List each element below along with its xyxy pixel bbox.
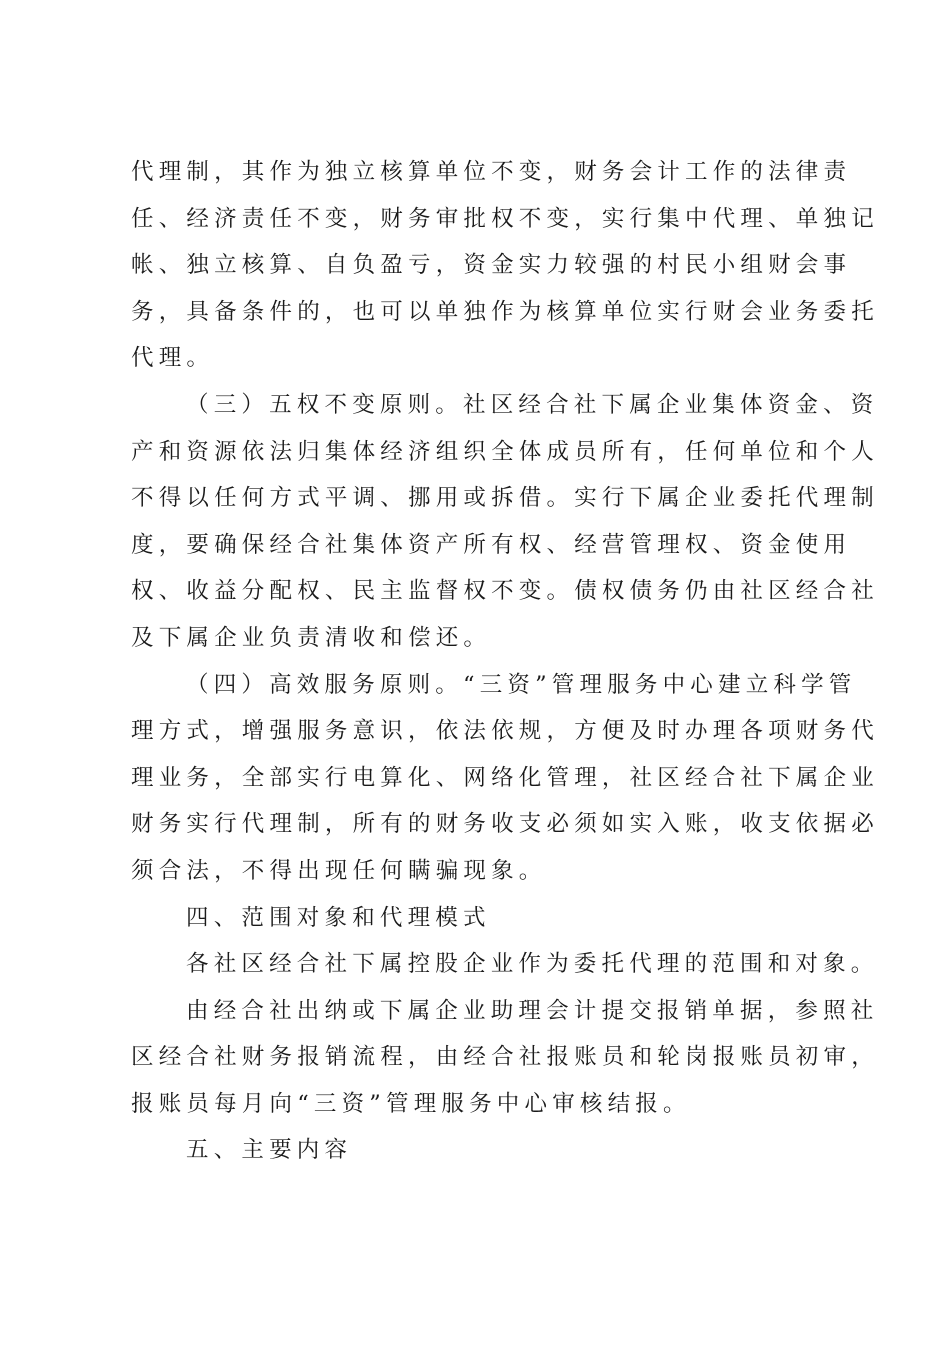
paragraph-five-rights-principle — [131, 382, 879, 662]
section-heading: 四、范围对象和代理模式 — [186, 904, 491, 931]
text-line: （四）高效服务原则。“三资”管理服务中心建立科学管 — [186, 671, 857, 698]
paragraph-scope-target — [131, 941, 879, 988]
text-line: （三）五权不变原则。社区经合社下属企业集体资金、资 — [186, 391, 879, 418]
text-line: 务，具备条件的，也可以单独作为核算单位实行财会业务委托 — [131, 298, 879, 325]
text-line: 帐、独立核算、自负盈亏，资金实力较强的村民小组财会事 — [131, 252, 852, 279]
text-line: 任、经济责任不变，财务审批权不变，实行集中代理、单独记 — [131, 205, 879, 232]
text-line: 理业务，全部实行电算化、网络化管理，社区经合社下属企业 — [131, 764, 879, 791]
text-line: 代理制，其作为独立核算单位不变，财务会计工作的法律责 — [131, 159, 852, 185]
text-line: 不得以任何方式平调、挪用或拆借。实行下属企业委托代理制 — [131, 485, 879, 512]
paragraph-agency-system — [131, 149, 879, 382]
text-line: 度，要确保经合社集体资产所有权、经营管理权、资金使用 — [131, 531, 852, 558]
text-line: 理方式，增强服务意识，依法依规，方便及时办理各项财务代 — [131, 718, 879, 745]
text-line: 代理。 — [131, 345, 215, 372]
text-line: 及下属企业负责清收和偿还。 — [131, 624, 492, 651]
section-heading: 五、主要内容 — [186, 1137, 353, 1164]
text-line: 报账员每月向“三资”管理服务中心审核结报。 — [131, 1090, 691, 1117]
text-line: 须合法，不得出现任何瞒骗现象。 — [131, 857, 547, 884]
text-line: 产和资源依法归集体经济组织全体成员所有，任何单位和个人 — [131, 438, 879, 465]
paragraph-reimbursement-process — [131, 988, 879, 1128]
section-heading-main-content — [131, 1127, 831, 1174]
section-heading-scope — [131, 895, 831, 942]
text-line: 区经合社财务报销流程，由经合社报账员和轮岗报账员初审， — [131, 1044, 879, 1071]
text-line: 由经合社出纳或下属企业助理会计提交报销单据，参照社 — [186, 997, 879, 1024]
text-line: 财务实行代理制，所有的财务收支必须如实入账，收支依据必 — [131, 811, 879, 838]
paragraph-efficient-service-principle — [131, 662, 879, 895]
text-line: 权、收益分配权、民主监督权不变。债权债务仍由社区经合社 — [131, 578, 879, 605]
document-body — [131, 149, 879, 1174]
text-line: 各社区经合社下属控股企业作为委托代理的范围和对象。 — [186, 951, 879, 978]
